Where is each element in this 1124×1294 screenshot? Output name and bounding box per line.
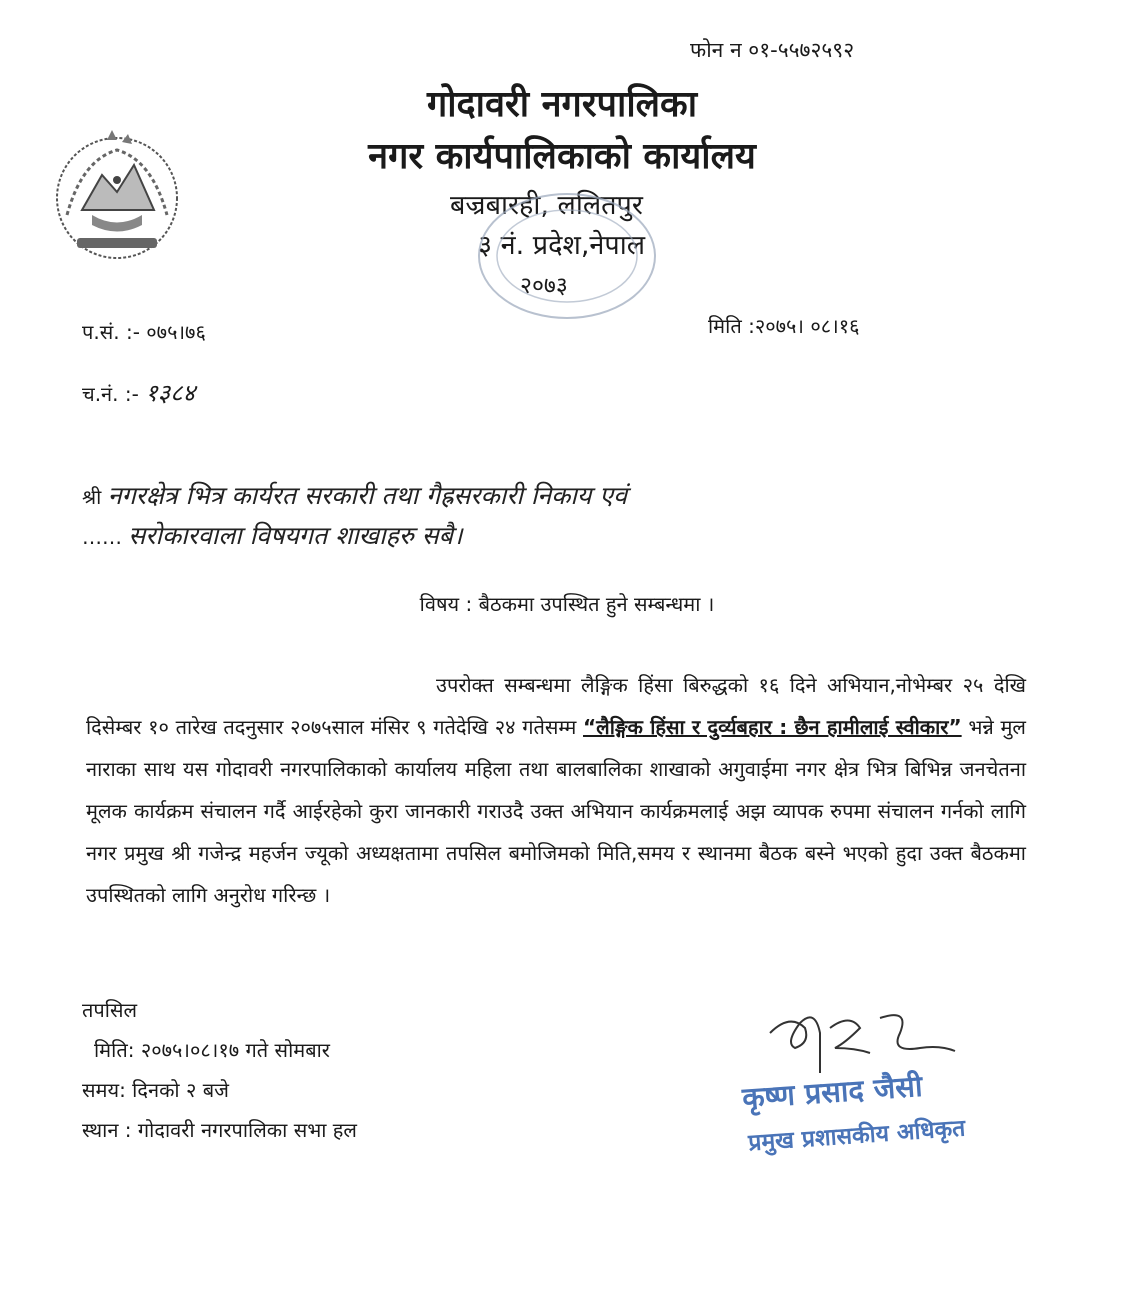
- recipient-text-2: सरोकारवाला विषयगत शाखाहरु सबै।: [128, 521, 463, 550]
- campaign-slogan: “लैङ्गिक हिंसा र दुर्व्यबहार : छैन हामीलाई स्वीकार”: [583, 715, 962, 739]
- schedule-time: समय: दिनको २ बजे: [82, 1078, 229, 1102]
- schedule-venue: स्थान : गोदावरी नगरपालिका सभा हल: [82, 1118, 357, 1142]
- schedule-date: मिति: २०७५।०८।१७ गते सोमबार: [94, 1038, 330, 1062]
- body-part-2: भन्ने मुल नाराका साथ यस गोदावरी नगरपालिकाको कार्यालय महिला तथा बालबालिका शाखाको अगुवाईमा नगर क्षेत्र भित्र बिभिन्न जनचेतना मूलक कार्यक्रम संचालन गर्दै आईरहेको कुरा जानकारी गराउदै उक्त अभियान कार्यक्रमलाई अझ व्यापक रुपमा संचालन गर्नको लागि नगर प्रमुख श्री गजेन्द्र महर्जन ज्यूको अध्यक्षतामा तपसिल बमोजिमको मिति,समय र स्थानमा बैठक बस्ने भएको हुदा उक्त बैठकमा उपस्थितको लागि अनुरोध गरिन्छ ।: [86, 715, 1026, 907]
- signatory-name: कृष्ण प्रसाद जैसी: [741, 1068, 924, 1116]
- phone-number: फोन न ०१-५५७२५९२: [690, 38, 855, 62]
- schedule-block: [82, 990, 357, 1150]
- recipient-prefix: श्री: [82, 485, 102, 509]
- dispatch-number: [82, 376, 195, 409]
- reference-number: प.सं. :- ०७५।७६: [82, 320, 206, 344]
- office-name: गोदावरी नगरपालिका: [426, 84, 698, 125]
- office-subtitle: नगर कार्यपालिकाको कार्यालय: [368, 136, 756, 177]
- address-line-1: बज्रबारही, ललितपुर: [450, 190, 643, 221]
- signatory-title: प्रमुख प्रशासकीय अधिकृत: [747, 1115, 967, 1157]
- schedule-heading: तपसिल: [82, 998, 138, 1022]
- dispatch-value: १३८४: [145, 379, 196, 407]
- recipient-line-1: [82, 478, 627, 512]
- address-line-2: ३ नं. प्रदेश,नेपाल: [478, 230, 646, 261]
- letter-body: [86, 664, 1026, 916]
- body-paragraph: [86, 664, 1026, 916]
- recipient-text-1: नगरक्षेत्र भित्र कार्यरत सरकारी तथा गैह्रसरकारी निकाय एवं: [107, 481, 628, 510]
- year-stamp: २०७३: [520, 273, 568, 299]
- dispatch-label: च.नं. :-: [82, 382, 139, 406]
- body-part-1: उपरोक्त सम्बन्धमा लैङ्गिक हिंसा बिरुद्धको १६ दिने अभियान,नोभेम्बर २५ देखि दिसेम्बर १० तारेख तदनुसार २०७५साल मंसिर ९ गतेदेखि २४ गतेसम्म: [86, 673, 1026, 739]
- office-stamp-icon: [472, 186, 662, 326]
- letter-date: मिति :२०७५। ०८।१६: [708, 314, 860, 338]
- recipient-dots: ……: [82, 525, 122, 549]
- recipient-line-2: [82, 518, 462, 552]
- subject-line: विषय : बैठकमा उपस्थित हुने सम्बन्धमा ।: [419, 592, 715, 616]
